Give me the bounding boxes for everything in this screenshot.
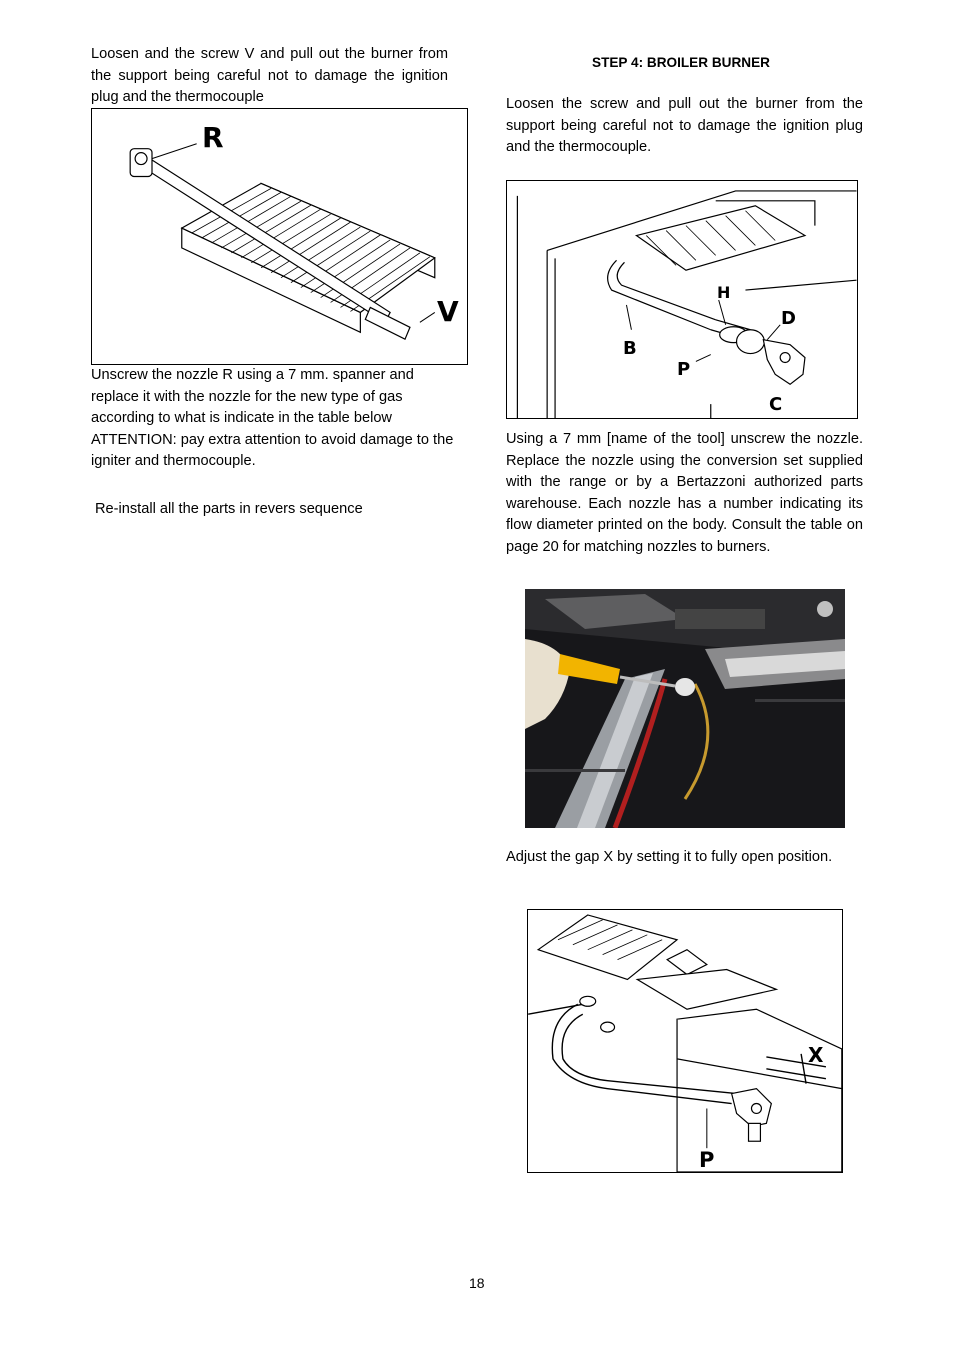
left-para-3: Re-install all the parts in revers sequence (95, 501, 363, 517)
figure-broiler-burner (506, 180, 858, 419)
label-x: X (808, 1043, 824, 1067)
label-b: B (623, 338, 637, 359)
label-p-gap: P (699, 1148, 715, 1172)
broiler-drawing (507, 181, 857, 418)
right-para-1: Loosen the screw and pull out the burner from the support being careful not to damage the ignition plug and the thermocouple. (506, 96, 863, 156)
page-number: 18 (469, 1275, 485, 1291)
step-4-heading: STEP 4: BROILER BURNER (592, 55, 770, 70)
label-r: R (202, 121, 224, 154)
figure-gap-x (527, 909, 843, 1173)
label-c: C (769, 394, 783, 415)
figure-burner-nozzle-r (91, 108, 468, 365)
label-p: P (677, 359, 691, 380)
photo-unscrew-nozzle (525, 589, 845, 828)
right-para-2: Using a 7 mm [name of the tool] unscrew the nozzle. Replace the nozzle using the conversion set supplied with the range or by a Bertazzoni authorized parts warehouse. Each nozzle has a number indicating its flow diameter printed on the body. Consult the table on page 20 for matching nozzles to burners. (506, 431, 863, 555)
right-para-3: Adjust the gap X by setting it to fully open position. (506, 849, 833, 865)
photo-illustration (525, 589, 845, 828)
gap-drawing (528, 910, 842, 1172)
label-v: V (437, 295, 459, 328)
label-h: H (717, 283, 731, 302)
left-para-2: Unscrew the nozzle R using a 7 mm. spanner and replace it with the nozzle for the new type of gas according to what is indicate in the table below ATTENTION: pay extra attention to avoid damage to the igniter and thermocouple. (91, 367, 454, 470)
label-d: D (781, 308, 796, 329)
left-para-1: Loosen and the screw V and pull out the burner from the support being careful not to damage the ignition plug and the thermocouple (91, 46, 448, 106)
burner-drawing (92, 109, 467, 364)
